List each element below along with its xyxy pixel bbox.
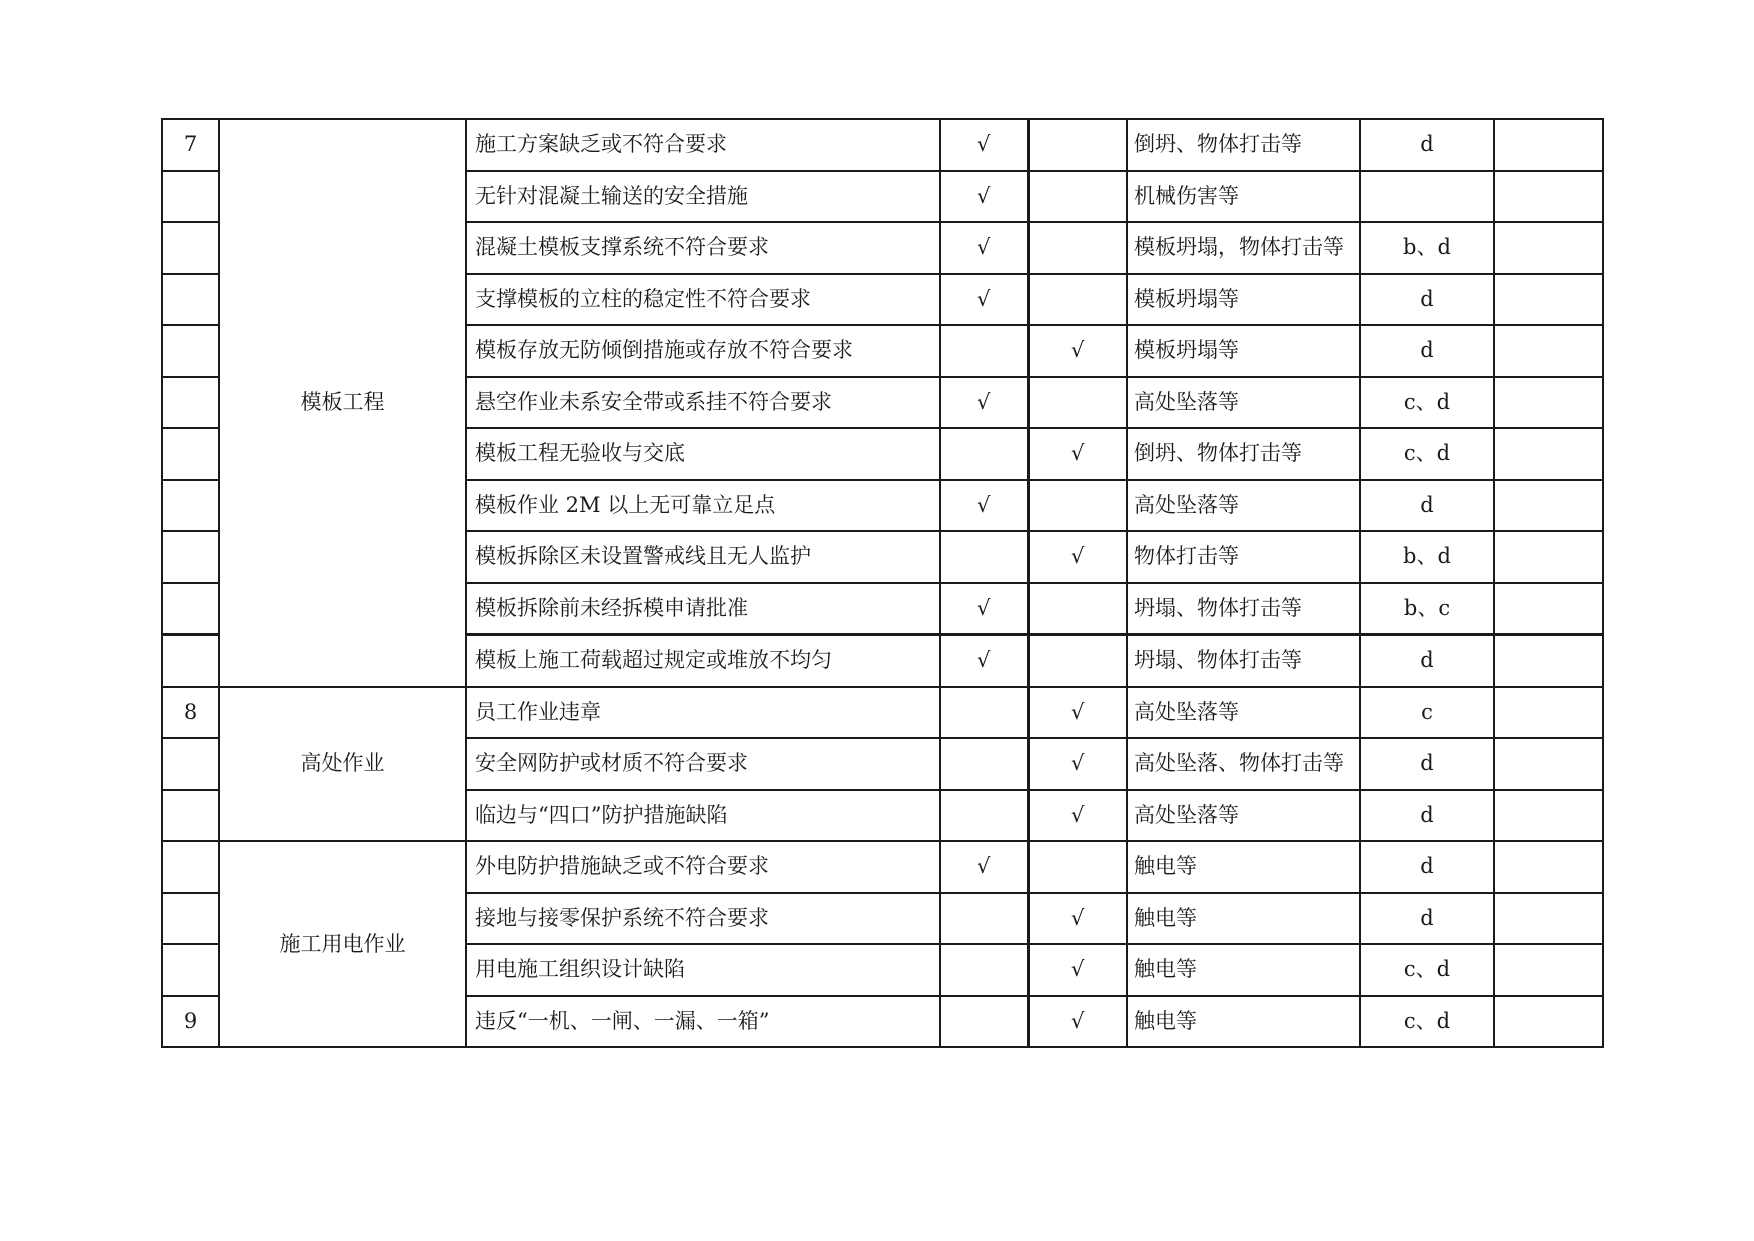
- control-method-cell: c、d: [1360, 996, 1494, 1048]
- check-mark-cell: [940, 428, 1028, 480]
- control-method-cell: c、d: [1360, 944, 1494, 996]
- remark-cell: [1494, 274, 1603, 326]
- remark-cell: [1494, 377, 1603, 429]
- possible-accident-cell: 高处坠落等: [1127, 687, 1360, 739]
- control-method-cell: d: [1360, 790, 1494, 842]
- hazard-table-page: [161, 118, 1602, 1048]
- remark-cell: [1494, 944, 1603, 996]
- remark-cell: [1494, 119, 1603, 171]
- possible-accident-cell: 高处坠落等: [1127, 790, 1360, 842]
- remark-cell: [1494, 480, 1603, 532]
- possible-accident-cell: 高处坠落、物体打击等: [1127, 738, 1360, 790]
- control-method-cell: d: [1360, 738, 1494, 790]
- row-number-cell: [162, 893, 219, 945]
- activity-group-cell: 高处作业: [219, 687, 466, 842]
- possible-accident-cell: 坍塌、物体打击等: [1127, 583, 1360, 635]
- row-number-cell: 9: [162, 996, 219, 1048]
- possible-accident-cell: 倒坍、物体打击等: [1127, 428, 1360, 480]
- remark-cell: [1494, 325, 1603, 377]
- row-number-cell: [162, 428, 219, 480]
- control-method-cell: b、c: [1360, 583, 1494, 635]
- control-method-cell: c、d: [1360, 377, 1494, 429]
- check-mark-cell: √: [1028, 738, 1127, 790]
- remark-cell: [1494, 428, 1603, 480]
- hazard-item-cell: 支撑模板的立柱的稳定性不符合要求: [466, 274, 940, 326]
- hazard-item-cell: 用电施工组织设计缺陷: [466, 944, 940, 996]
- table-row: [162, 841, 1603, 893]
- remark-cell: [1494, 222, 1603, 274]
- check-mark-cell: [1028, 119, 1127, 171]
- control-method-cell: d: [1360, 119, 1494, 171]
- check-mark-cell: [940, 531, 1028, 583]
- possible-accident-cell: 坍塌、物体打击等: [1127, 635, 1360, 687]
- remark-cell: [1494, 171, 1603, 223]
- check-mark-cell: [940, 738, 1028, 790]
- row-number-cell: [162, 171, 219, 223]
- row-number-cell: [162, 944, 219, 996]
- control-method-cell: d: [1360, 274, 1494, 326]
- check-mark-cell: √: [1028, 893, 1127, 945]
- check-mark-cell: [940, 687, 1028, 739]
- row-number-cell: 8: [162, 687, 219, 739]
- row-number-cell: [162, 583, 219, 635]
- check-mark-cell: √: [940, 119, 1028, 171]
- check-mark-cell: √: [940, 222, 1028, 274]
- check-mark-cell: √: [940, 635, 1028, 687]
- hazard-item-cell: 员工作业违章: [466, 687, 940, 739]
- check-mark-cell: [1028, 171, 1127, 223]
- remark-cell: [1494, 687, 1603, 739]
- control-method-cell: d: [1360, 841, 1494, 893]
- check-mark-cell: √: [940, 480, 1028, 532]
- check-mark-cell: √: [1028, 687, 1127, 739]
- check-mark-cell: √: [940, 274, 1028, 326]
- possible-accident-cell: 物体打击等: [1127, 531, 1360, 583]
- control-method-cell: d: [1360, 480, 1494, 532]
- remark-cell: [1494, 893, 1603, 945]
- hazard-item-cell: 模板上施工荷载超过规定或堆放不均匀: [466, 635, 940, 687]
- possible-accident-cell: 触电等: [1127, 944, 1360, 996]
- table-body: [162, 119, 1603, 1047]
- possible-accident-cell: 高处坠落等: [1127, 480, 1360, 532]
- control-method-cell: [1360, 171, 1494, 223]
- check-mark-cell: [1028, 480, 1127, 532]
- check-mark-cell: [1028, 377, 1127, 429]
- row-number-cell: [162, 377, 219, 429]
- possible-accident-cell: 模板坍塌，物体打击等: [1127, 222, 1360, 274]
- hazard-item-cell: 模板工程无验收与交底: [466, 428, 940, 480]
- check-mark-cell: [1028, 274, 1127, 326]
- remark-cell: [1494, 531, 1603, 583]
- row-number-cell: 7: [162, 119, 219, 171]
- remark-cell: [1494, 738, 1603, 790]
- possible-accident-cell: 触电等: [1127, 996, 1360, 1048]
- row-number-cell: [162, 790, 219, 842]
- check-mark-cell: [940, 996, 1028, 1048]
- check-mark-cell: √: [940, 377, 1028, 429]
- possible-accident-cell: 模板坍塌等: [1127, 274, 1360, 326]
- control-method-cell: d: [1360, 893, 1494, 945]
- hazard-item-cell: 安全网防护或材质不符合要求: [466, 738, 940, 790]
- hazard-identification-table: [161, 118, 1604, 1048]
- hazard-item-cell: 接地与接零保护系统不符合要求: [466, 893, 940, 945]
- control-method-cell: c、d: [1360, 428, 1494, 480]
- hazard-item-cell: 悬空作业未系安全带或系挂不符合要求: [466, 377, 940, 429]
- hazard-item-cell: 施工方案缺乏或不符合要求: [466, 119, 940, 171]
- activity-group-cell: 模板工程: [219, 119, 466, 687]
- row-number-cell: [162, 274, 219, 326]
- activity-group-cell: 施工用电作业: [219, 841, 466, 1047]
- hazard-item-cell: 混凝土模板支撑系统不符合要求: [466, 222, 940, 274]
- check-mark-cell: √: [1028, 531, 1127, 583]
- check-mark-cell: √: [1028, 790, 1127, 842]
- check-mark-cell: √: [940, 171, 1028, 223]
- control-method-cell: b、d: [1360, 531, 1494, 583]
- hazard-item-cell: 违反“一机、一闸、一漏、一箱”: [466, 996, 940, 1048]
- control-method-cell: b、d: [1360, 222, 1494, 274]
- check-mark-cell: √: [1028, 996, 1127, 1048]
- hazard-item-cell: 外电防护措施缺乏或不符合要求: [466, 841, 940, 893]
- check-mark-cell: [1028, 841, 1127, 893]
- check-mark-cell: [940, 325, 1028, 377]
- hazard-item-cell: 临边与“四口”防护措施缺陷: [466, 790, 940, 842]
- remark-cell: [1494, 635, 1603, 687]
- check-mark-cell: √: [1028, 944, 1127, 996]
- possible-accident-cell: 触电等: [1127, 841, 1360, 893]
- check-mark-cell: [940, 790, 1028, 842]
- row-number-cell: [162, 325, 219, 377]
- hazard-item-cell: 模板作业 2M 以上无可靠立足点: [466, 480, 940, 532]
- possible-accident-cell: 倒坍、物体打击等: [1127, 119, 1360, 171]
- check-mark-cell: [1028, 583, 1127, 635]
- remark-cell: [1494, 583, 1603, 635]
- check-mark-cell: [940, 893, 1028, 945]
- table-row: [162, 687, 1603, 739]
- remark-cell: [1494, 790, 1603, 842]
- possible-accident-cell: 机械伤害等: [1127, 171, 1360, 223]
- hazard-item-cell: 模板存放无防倾倒措施或存放不符合要求: [466, 325, 940, 377]
- check-mark-cell: √: [1028, 428, 1127, 480]
- hazard-item-cell: 模板拆除区未设置警戒线且无人监护: [466, 531, 940, 583]
- remark-cell: [1494, 841, 1603, 893]
- possible-accident-cell: 模板坍塌等: [1127, 325, 1360, 377]
- row-number-cell: [162, 841, 219, 893]
- check-mark-cell: [1028, 635, 1127, 687]
- control-method-cell: c: [1360, 687, 1494, 739]
- table-row: [162, 119, 1603, 171]
- check-mark-cell: √: [940, 841, 1028, 893]
- possible-accident-cell: 高处坠落等: [1127, 377, 1360, 429]
- control-method-cell: d: [1360, 635, 1494, 687]
- check-mark-cell: [940, 944, 1028, 996]
- row-number-cell: [162, 480, 219, 532]
- check-mark-cell: √: [1028, 325, 1127, 377]
- remark-cell: [1494, 996, 1603, 1048]
- control-method-cell: d: [1360, 325, 1494, 377]
- possible-accident-cell: 触电等: [1127, 893, 1360, 945]
- row-number-cell: [162, 635, 219, 687]
- check-mark-cell: [1028, 222, 1127, 274]
- row-number-cell: [162, 738, 219, 790]
- hazard-item-cell: 无针对混凝土输送的安全措施: [466, 171, 940, 223]
- row-number-cell: [162, 222, 219, 274]
- row-number-cell: [162, 531, 219, 583]
- check-mark-cell: √: [940, 583, 1028, 635]
- hazard-item-cell: 模板拆除前未经拆模申请批准: [466, 583, 940, 635]
